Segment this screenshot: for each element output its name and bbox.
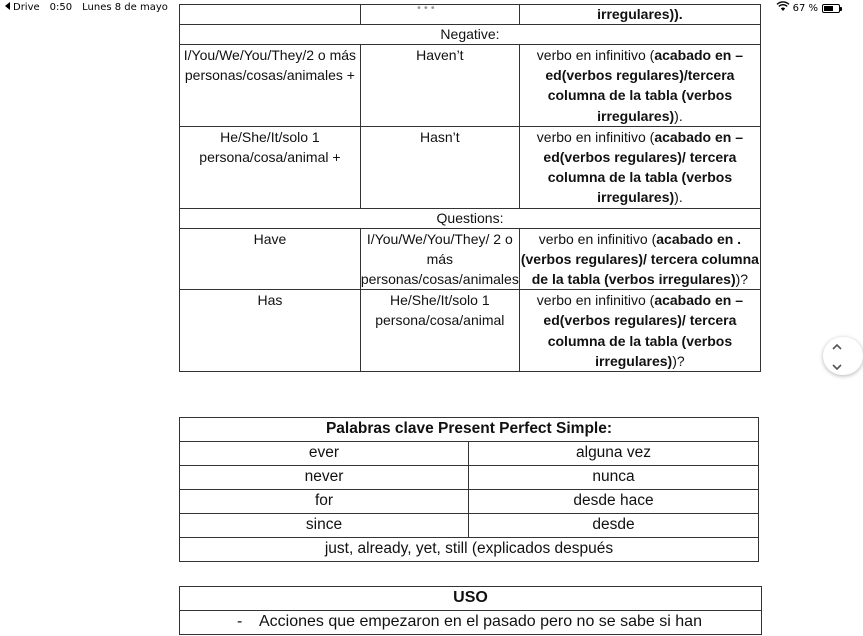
auxiliary-cell: Has bbox=[180, 290, 361, 372]
keywords-footer: just, already, yet, still (explicados después bbox=[180, 538, 759, 562]
keyword-es: desde hace bbox=[469, 490, 759, 514]
table-row bbox=[180, 208, 761, 228]
table-row bbox=[180, 126, 761, 208]
keywords-table bbox=[179, 417, 759, 562]
auxiliary-cell: Haven’t bbox=[360, 45, 519, 127]
table-row bbox=[180, 490, 759, 514]
table-row bbox=[180, 290, 761, 372]
keyword-en: since bbox=[180, 514, 469, 538]
table-row bbox=[180, 466, 759, 490]
keyword-en: ever bbox=[180, 442, 469, 466]
keyword-en: for bbox=[180, 490, 469, 514]
multitasking-dots-icon[interactable]: ••• bbox=[416, 3, 437, 14]
subject-cell: I/You/We/You/They/2 o más personas/cosas/animales + bbox=[180, 45, 361, 127]
table-row bbox=[180, 5, 761, 25]
uso-item: - Acciones que empezaron en el pasado pero no se sabe si han bbox=[180, 611, 762, 635]
back-arrow-icon bbox=[5, 2, 11, 13]
keywords-title: Palabras clave Present Perfect Simple: bbox=[180, 418, 759, 442]
questions-header: Questions: bbox=[180, 208, 761, 228]
back-to-drive-button[interactable] bbox=[5, 2, 40, 13]
keyword-es: alguna vez bbox=[469, 442, 759, 466]
keyword-en: never bbox=[180, 466, 469, 490]
subject-cell: He/She/It/solo 1 persona/cosa/animal + bbox=[180, 126, 361, 208]
table-row bbox=[180, 418, 759, 442]
keyword-es: nunca bbox=[469, 466, 759, 490]
verb-cell: verbo en infinitivo (acabado en –ed(verbos regulares)/ tercera columna de la tabla (verbos irregulares)). bbox=[519, 126, 760, 208]
table-row bbox=[180, 587, 762, 611]
chevron-up-icon bbox=[832, 337, 863, 355]
cut-off-cell: irregulares)). bbox=[519, 5, 760, 25]
table-row bbox=[180, 514, 759, 538]
subject-cell: He/She/It/solo 1 persona/cosa/animal bbox=[360, 290, 519, 372]
chevron-down-icon bbox=[832, 357, 863, 375]
uso-table bbox=[179, 586, 762, 635]
clock: 0:50 bbox=[49, 2, 73, 13]
battery-icon bbox=[822, 4, 840, 13]
negative-header: Negative: bbox=[180, 25, 761, 45]
table-row bbox=[180, 611, 762, 635]
table-row bbox=[180, 228, 761, 290]
verb-cell: verbo en infinitivo (acabado en –ed(verbos regulares)/tercera columna de la tabla (verbos irregulares)). bbox=[519, 45, 760, 127]
verb-cell: verbo en infinitivo (acabado en .(verbos regulares)/ tercera columna de la tabla (verbos irregulares))? bbox=[519, 228, 760, 290]
table-row bbox=[180, 45, 761, 127]
uso-title: USO bbox=[180, 587, 762, 611]
date: Lunes 8 de mayo bbox=[82, 2, 168, 13]
auxiliary-cell: Hasn’t bbox=[360, 126, 519, 208]
back-label: Drive bbox=[13, 2, 40, 13]
grammar-table bbox=[179, 4, 761, 372]
table-row bbox=[180, 25, 761, 45]
page-scroll-button[interactable] bbox=[823, 337, 863, 375]
battery-percent: 67 % bbox=[792, 2, 818, 14]
table-row bbox=[180, 538, 759, 562]
table-row bbox=[180, 442, 759, 466]
wifi-icon bbox=[777, 2, 789, 14]
keyword-es: desde bbox=[469, 514, 759, 538]
subject-cell: I/You/We/You/They/ 2 o más personas/cosas/animales bbox=[360, 228, 519, 290]
auxiliary-cell: Have bbox=[180, 228, 361, 290]
verb-cell: verbo en infinitivo (acabado en –ed(verbos regulares)/ tercera columna de la tabla (verbos irregulares))? bbox=[519, 290, 760, 372]
